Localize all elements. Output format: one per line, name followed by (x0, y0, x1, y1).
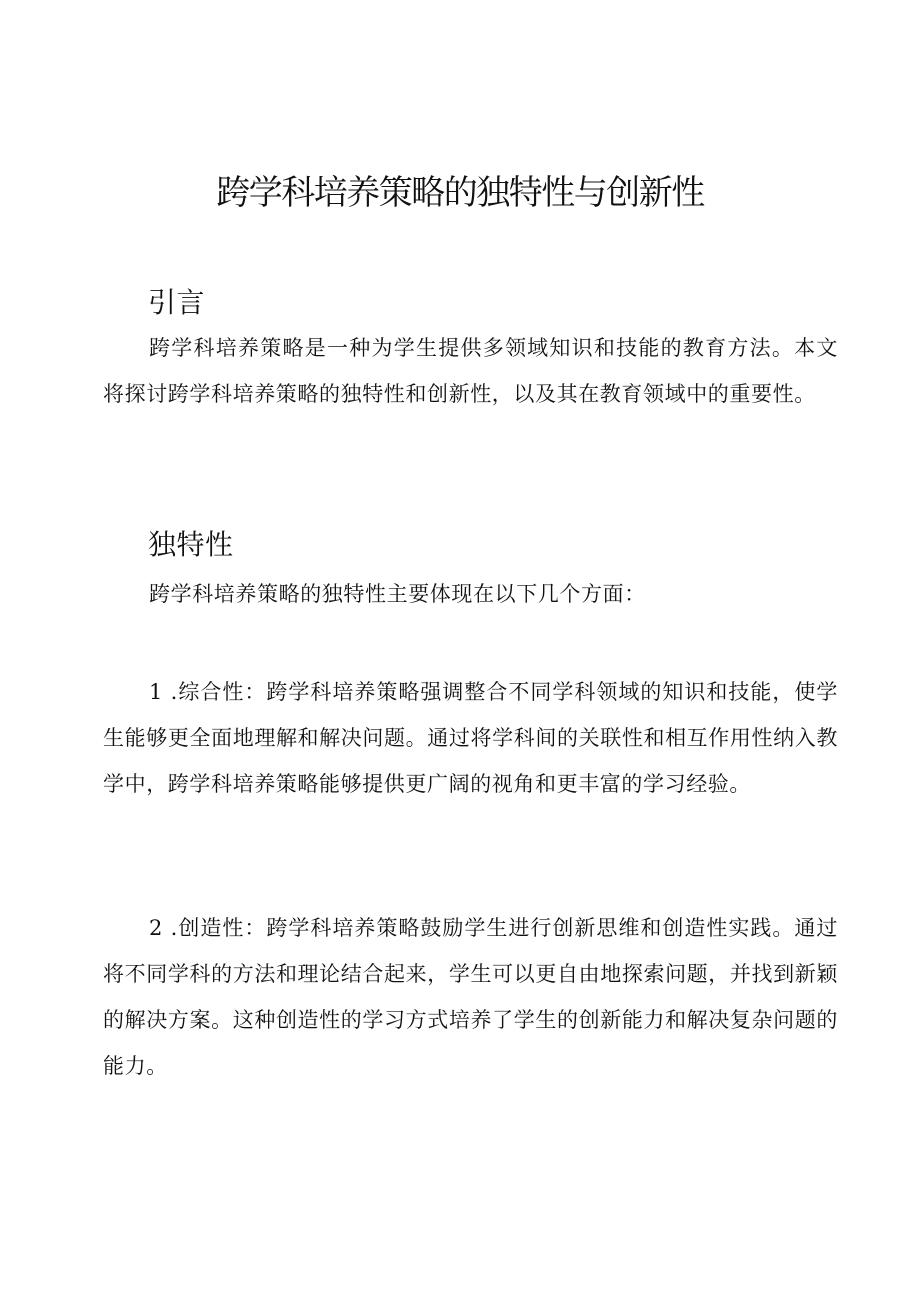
uniqueness-lead: 跨学科培养策略的独特性主要体现在以下几个方面： (149, 582, 646, 606)
uniqueness-heading: 独特性 (148, 528, 234, 561)
intro-paragraph: 跨学科培养策略是一种为学生提供多领域知识和技能的教育方法。本文将探讨跨学科培养策略的独特性和创新性，以及其在教育领域中的重要性。 (103, 336, 838, 406)
list-item-text: 创造性：跨学科培养策略鼓励学生进行创新思维和创造性实践。通过将不同学科的方法和理论结合起来，学生可以更自由地探索问题，并找到新颖的解决方案。这种创造性的学习方式培养了学生的创新能力和解决复杂问题的能力。 (103, 916, 839, 1078)
list-item-comprehensive (103, 669, 838, 807)
intro-heading: 引言 (148, 286, 206, 319)
list-item-number: 2 . (149, 916, 178, 940)
document-title: 跨学科培养策略的独特性与创新性 (216, 173, 704, 213)
list-item-number: 1 . (149, 680, 178, 704)
list-item-text: 综合性：跨学科培养策略强调整合不同学科领域的知识和技能，使学生能够更全面地理解和解决问题。通过将学科间的关联性和相互作用性纳入教学中，跨学科培养策略能够提供更广阔的视角和更丰富的学习经验。 (103, 680, 839, 796)
list-item-creative (103, 905, 838, 1089)
